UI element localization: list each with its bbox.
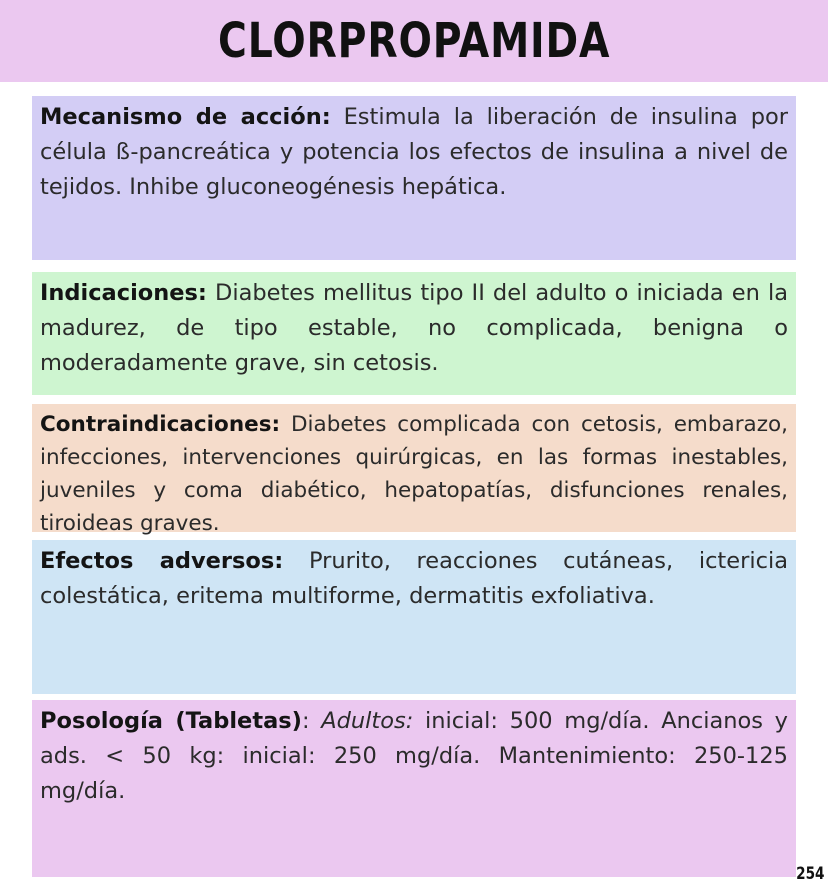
contraindicaciones-section xyxy=(32,404,796,536)
posologia-section xyxy=(32,700,796,877)
posologia-label: Posología (Tabletas) xyxy=(40,708,302,734)
efectos-section xyxy=(32,540,796,694)
contraindicaciones-label: Contraindicaciones: xyxy=(40,412,281,437)
indicaciones-label: Indicaciones: xyxy=(40,280,207,306)
posologia-text: inicial: 500 mg/día. Ancianos y ads. < 50 kg: inicial: 250 mg/día. Mantenimiento: 250-125 mg/día. xyxy=(40,708,789,804)
mecanismo-section xyxy=(32,96,796,260)
page-number: 254 xyxy=(795,864,824,884)
mecanismo-label: Mecanismo de acción: xyxy=(40,104,331,130)
indicaciones-text: Diabetes mellitus tipo II del adulto o iniciada en la madurez, de tipo estable, no complicada, benigna o moderadamente grave, sin cetosis. xyxy=(40,280,789,376)
efectos-label: Efectos adversos: xyxy=(40,548,284,574)
posologia-adultos: Adultos: xyxy=(321,708,414,734)
efectos-text: Prurito, reacciones cutáneas, ictericia colestática, eritema multiforme, dermatitis exfoliativa. xyxy=(40,548,789,609)
posologia-colon: : xyxy=(301,708,310,734)
mecanismo-text: Estimula la liberación de insulina por célula ß-pancreática y potencia los efectos de insulina a nivel de tejidos. Inhibe gluconeogénesis hepática. xyxy=(40,104,788,200)
page-title: CLORPROPAMIDA xyxy=(217,13,611,69)
contraindicaciones-text: Diabetes complicada con cetosis, embarazo, infecciones, intervenciones quirúrgicas, en las formas inestables, juveniles y coma diabético, hepatopatías, disfunciones renales, tiroideas graves. xyxy=(40,412,788,536)
indicaciones-section xyxy=(32,272,796,395)
title-banner xyxy=(0,0,828,82)
